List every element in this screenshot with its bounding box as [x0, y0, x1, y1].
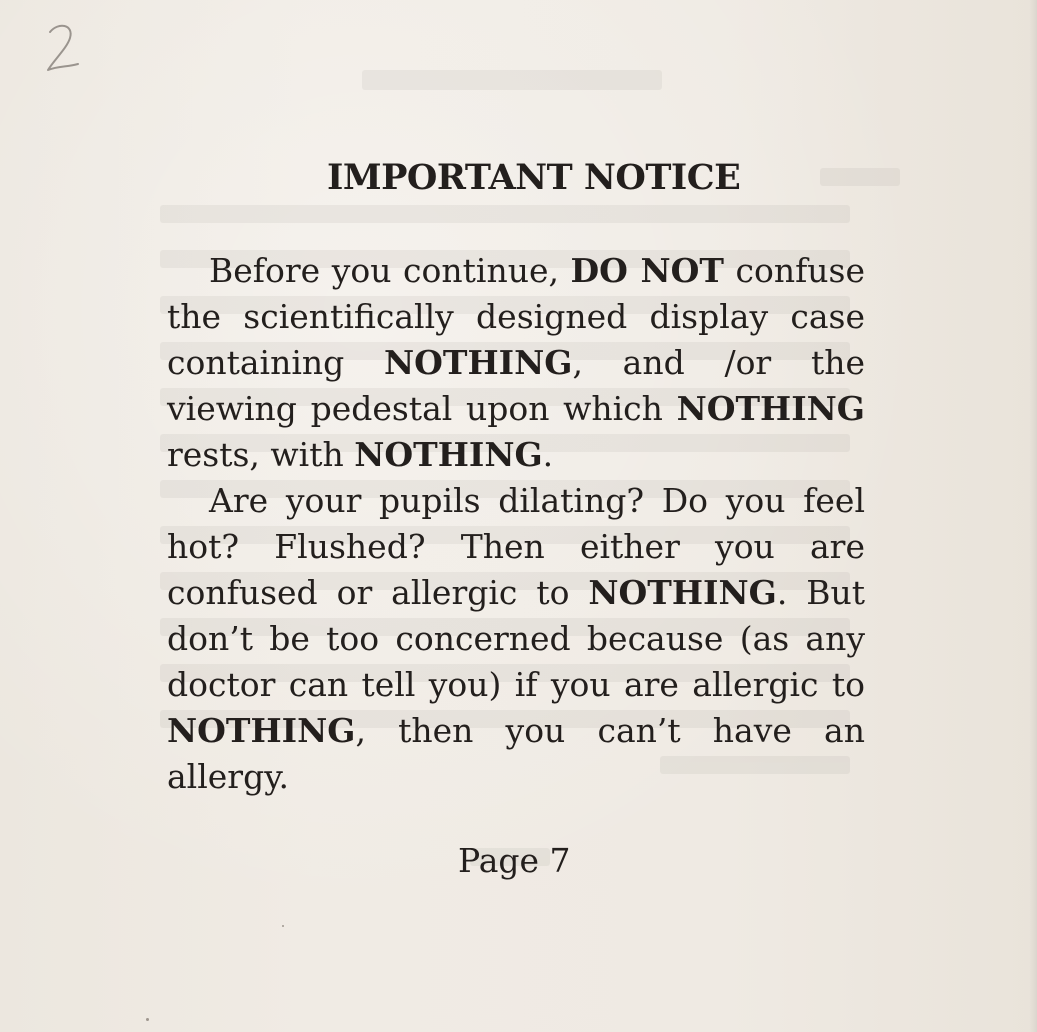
text-run: don’t be too concerned because (as any [167, 619, 865, 658]
text-line [167, 708, 865, 754]
notice-heading: IMPORTANT NOTICE [327, 157, 741, 198]
text-line [167, 524, 865, 570]
emphasis-text: NOTHING [384, 343, 573, 382]
paper-speck [282, 925, 284, 927]
text-run: allergy. [167, 757, 289, 796]
text-line [167, 248, 865, 294]
text-run: confuse [723, 251, 866, 290]
text-line [167, 662, 865, 708]
text-run: confused or allergic to [167, 573, 589, 612]
text-run: . [542, 435, 554, 474]
text-run: , then you can’t have an [355, 711, 865, 750]
text-line [167, 570, 865, 616]
text-run: doctor can tell you) if you are allergic to [167, 665, 865, 704]
emphasis-text: NOTHING [676, 389, 865, 428]
text-line [167, 754, 865, 800]
notice-body [167, 248, 865, 800]
text-run: Before you continue, [209, 251, 571, 290]
text-run: hot? Flushed? Then either you are [167, 527, 865, 566]
page-number: Page 7 [458, 841, 571, 880]
text-line [167, 616, 865, 662]
text-run: rests, with [167, 435, 355, 474]
text-run: , and /or the [572, 343, 865, 382]
text-run: . But [776, 573, 865, 612]
page-edge-shadow [1029, 0, 1037, 1032]
paper-speck [146, 1018, 149, 1021]
text-line [167, 432, 865, 478]
emphasis-text: DO NOT [570, 251, 724, 290]
handwritten-pencil-mark [40, 20, 84, 76]
emphasis-text: NOTHING [354, 435, 543, 474]
text-run: viewing pedestal upon which [167, 389, 677, 428]
text-run: Are your pupils dilating? Do you feel [209, 481, 865, 520]
text-run: the scientifically designed display case [167, 297, 865, 336]
text-run: containing [167, 343, 385, 382]
text-line [167, 386, 865, 432]
emphasis-text: NOTHING [167, 711, 356, 750]
text-line [167, 478, 865, 524]
emphasis-text: NOTHING [588, 573, 777, 612]
text-line [167, 340, 865, 386]
text-line [167, 294, 865, 340]
